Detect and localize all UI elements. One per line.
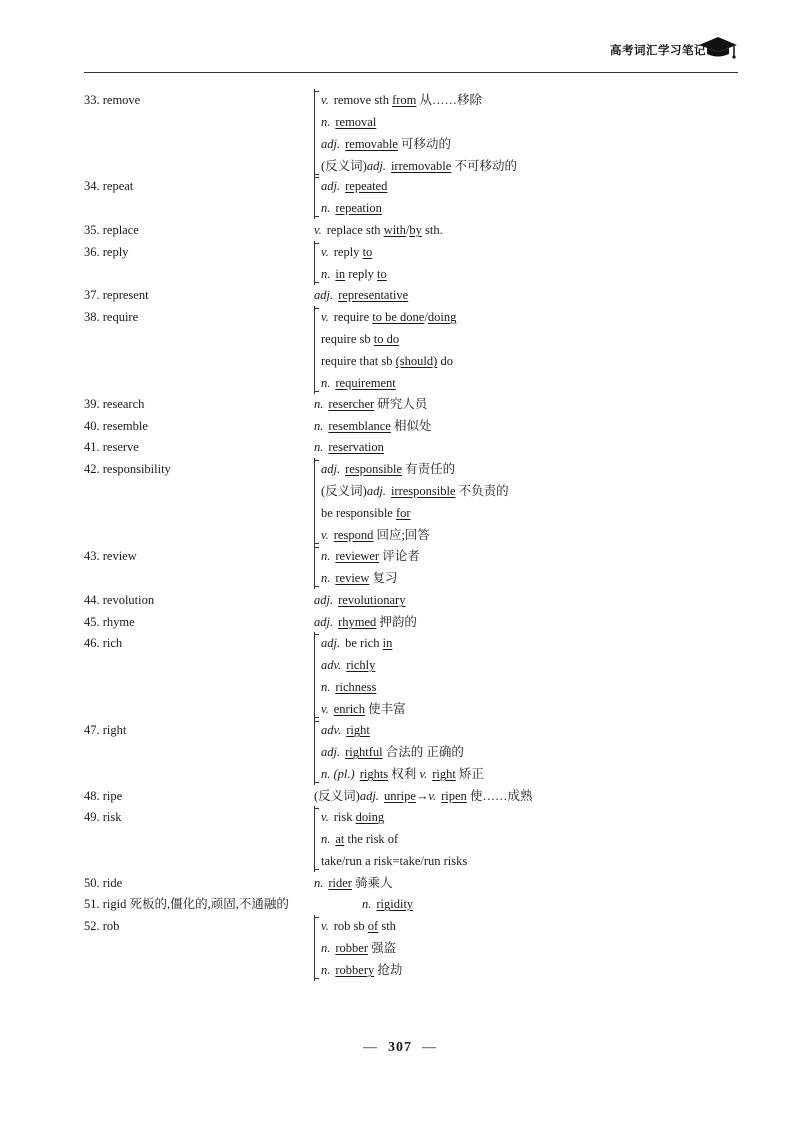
definitions [314, 632, 406, 720]
definition-text: sth. [421, 223, 443, 237]
headword: 52. rob [84, 919, 120, 933]
underlined-term: rightful [345, 745, 383, 759]
definition-line [321, 567, 420, 589]
definitions [314, 89, 517, 177]
definition-line [321, 175, 387, 197]
headword: 45. rhyme [84, 615, 135, 629]
part-of-speech: v. [428, 789, 437, 803]
headword: 37. represent [84, 288, 149, 302]
underlined-term: removal [335, 115, 377, 129]
definitions [314, 241, 387, 285]
definition-text: rob sb [333, 919, 368, 933]
underlined-term: right [432, 767, 456, 781]
definition-text: 研究人员 [374, 397, 428, 411]
part-of-speech: adj. [321, 636, 341, 650]
part-of-speech: n. [314, 440, 324, 454]
underlined-term: resemblance [328, 419, 391, 433]
definition-text: / [424, 310, 428, 324]
definition-line [321, 263, 387, 285]
part-of-speech: n. [314, 397, 324, 411]
underlined-term: in [335, 267, 346, 281]
definition-text: be responsible [321, 506, 396, 520]
part-of-speech: n. [321, 941, 331, 955]
definition-text: do [437, 354, 453, 368]
part-of-speech: v. [321, 919, 329, 933]
part-of-speech: v. [419, 767, 428, 781]
underlined-term: to do [373, 332, 400, 346]
definition-text: remove sth [333, 93, 393, 107]
underlined-term: revolutionary [338, 593, 406, 607]
underlined-term: of [367, 919, 379, 933]
definition-line [321, 133, 517, 155]
definition-text: 使……成熟 [466, 789, 533, 803]
part-of-speech: n. [321, 963, 331, 977]
underlined-term: respond [333, 528, 374, 542]
underlined-term: from [392, 93, 417, 107]
definition-text: 有责任的 [402, 462, 456, 476]
definition-text: 评论者 [379, 549, 420, 563]
part-of-speech: n. (pl.) [321, 767, 355, 781]
underlined-term: representative [338, 288, 409, 302]
definition-line [321, 959, 402, 981]
definitions [314, 306, 456, 394]
definition-line [321, 502, 509, 524]
definitions [314, 415, 431, 437]
part-of-speech: adj. [366, 159, 386, 173]
part-of-speech: v. [321, 810, 329, 824]
underlined-term: at [335, 832, 345, 846]
definition-text: reply [333, 245, 363, 259]
part-of-speech: n. [314, 419, 324, 433]
headword: 33. remove [84, 93, 141, 107]
part-of-speech: n. [321, 832, 331, 846]
part-of-speech: v. [321, 528, 329, 542]
underlined-term: resercher [328, 397, 375, 411]
definitions [314, 436, 384, 458]
underlined-term: review [335, 571, 370, 585]
headword: 36. reply [84, 245, 129, 259]
definition-line [314, 219, 443, 241]
part-of-speech: adj. [359, 789, 379, 803]
part-of-speech: v. [321, 310, 329, 324]
headword: 39. research [84, 397, 145, 411]
definition-line [321, 741, 484, 763]
underlined-term: with [383, 223, 406, 237]
underlined-term: unripe [383, 789, 416, 803]
definition-text: replace sth [326, 223, 384, 237]
definition-text: 从……移除 [416, 93, 483, 107]
headword: 47. right [84, 723, 127, 737]
underlined-term: right [346, 723, 370, 737]
headword: 41. reserve [84, 440, 139, 454]
page-number-value: 307 [388, 1040, 412, 1055]
definition-text: 矫正 [455, 767, 484, 781]
underlined-term: responsible [345, 462, 403, 476]
underlined-term: reservation [328, 440, 384, 454]
part-of-speech: n. [314, 876, 324, 890]
definition-line [321, 654, 406, 676]
definition-text: 骑乘人 [351, 876, 393, 890]
underlined-term: to be done [372, 310, 425, 324]
underlined-term: in [382, 636, 393, 650]
underlined-term: doing [427, 310, 457, 324]
part-of-speech: v. [314, 223, 322, 237]
header-rule [84, 72, 738, 73]
definition-line [321, 458, 509, 480]
headword: 38. require [84, 310, 139, 324]
definitions [314, 545, 420, 589]
part-of-speech: v. [321, 93, 329, 107]
definition-line [314, 589, 405, 611]
underlined-term: repeated [345, 179, 388, 193]
definition-line [321, 676, 406, 698]
part-of-speech: n. [321, 571, 331, 585]
definition-text: 押韵的 [376, 615, 417, 629]
definitions [314, 611, 417, 633]
graduation-cap-icon [698, 34, 738, 60]
definition-line [314, 393, 427, 415]
definition-text: the risk of [344, 832, 399, 846]
headword: 42. responsibility [84, 462, 171, 476]
underlined-term: rhymed [338, 615, 377, 629]
underlined-term: requirement [335, 376, 396, 390]
underlined-term: enrich [333, 702, 365, 716]
definitions [314, 719, 484, 785]
underlined-term: robbery [335, 963, 375, 977]
definition-line [321, 828, 467, 850]
header-title: 高考词汇学习笔记 [610, 43, 706, 57]
part-of-speech: n. [321, 376, 331, 390]
underlined-term: ripen [441, 789, 467, 803]
definition-text: risk [333, 810, 356, 824]
headword: 46. rich [84, 636, 123, 650]
headword: 35. replace [84, 223, 139, 237]
definition-text: 强盗 [368, 941, 397, 955]
definition-line [321, 89, 517, 111]
definition-line [321, 937, 402, 959]
definition-line [314, 284, 408, 306]
definitions [314, 915, 402, 981]
definition-line [321, 698, 406, 720]
definition-line [321, 915, 402, 937]
definition-line [321, 763, 484, 785]
part-of-speech: adj. [366, 484, 386, 498]
definition-line [321, 197, 387, 219]
headword: 51. rigid 死板的,僵化的,顽固,不通融的 [84, 897, 289, 911]
part-of-speech: adv. [321, 658, 342, 672]
part-of-speech: adj. [314, 288, 334, 302]
definition-text: require sb [321, 332, 374, 346]
definition-line [321, 350, 456, 372]
definition-line [321, 111, 517, 133]
part-of-speech: adj. [321, 179, 341, 193]
headword: 43. review [84, 549, 137, 563]
definitions [314, 219, 443, 241]
definitions [314, 872, 393, 894]
definition-text: 可移动的 [397, 137, 452, 151]
definitions [314, 785, 532, 807]
definition-line [321, 306, 456, 328]
definitions [314, 393, 427, 415]
definition-line [321, 524, 509, 546]
definition-line [314, 611, 417, 633]
underlined-term: for [395, 506, 411, 520]
definition-text: (反义词) [314, 789, 360, 803]
underlined-term: robber [335, 941, 368, 955]
definition-line [321, 719, 484, 741]
underlined-term: richness [335, 680, 377, 694]
headword: 40. resemble [84, 419, 148, 433]
definition-text: 合法的 正确的 [382, 745, 464, 759]
definition-text: require that sb [321, 354, 396, 368]
definition-line [321, 850, 467, 872]
definition-text: / [405, 223, 410, 237]
definition-text: take/run a risk=take/run risks [321, 854, 468, 868]
definition-text: be rich [345, 636, 383, 650]
underlined-term: rigidity [376, 897, 414, 911]
definition-line [314, 785, 532, 807]
definition-line [314, 415, 431, 437]
underlined-term: (should) [395, 354, 438, 368]
part-of-speech: adj. [321, 745, 341, 759]
underlined-term: irremovable [390, 159, 452, 173]
definition-text: 抢劫 [374, 963, 403, 977]
definitions [362, 893, 413, 915]
headword: 50. ride [84, 876, 123, 890]
part-of-speech: n. [321, 201, 331, 215]
part-of-speech: n. [321, 115, 331, 129]
headword: 34. repeat [84, 179, 134, 193]
definition-text: (反义词) [321, 484, 367, 498]
page-number: — 307 — [363, 1040, 437, 1055]
definition-line [314, 436, 384, 458]
underlined-term: by [409, 223, 422, 237]
definition-line [321, 632, 406, 654]
underlined-term: to [362, 245, 373, 259]
definition-line [314, 872, 393, 894]
definitions [314, 589, 405, 611]
definition-line [321, 241, 387, 263]
underlined-term: removable [345, 137, 398, 151]
definition-line [321, 155, 517, 177]
definition-text: 使丰富 [364, 702, 406, 716]
part-of-speech: v. [321, 702, 329, 716]
underlined-term: irresponsible [390, 484, 456, 498]
definition-text: 权利 [388, 767, 420, 781]
definition-line [321, 328, 456, 350]
underlined-term: rider [328, 876, 352, 890]
definition-text: 回应;回答 [373, 528, 430, 542]
definitions [314, 458, 509, 546]
underlined-term: richly [346, 658, 376, 672]
part-of-speech: n. [321, 680, 331, 694]
definition-text: reply [345, 267, 378, 281]
definitions [314, 806, 467, 872]
definition-line [321, 545, 420, 567]
definition-text: 相似处 [390, 419, 432, 433]
definition-line [321, 372, 456, 394]
part-of-speech: adv. [321, 723, 342, 737]
definition-line [321, 480, 509, 502]
underlined-term: rights [359, 767, 389, 781]
headword: 48. ripe [84, 789, 123, 803]
definition-line [321, 806, 467, 828]
definition-text: → [415, 789, 429, 803]
part-of-speech: n. [362, 897, 372, 911]
definitions [314, 175, 387, 219]
underlined-term: repeation [335, 201, 382, 215]
part-of-speech: n. [321, 549, 331, 563]
underlined-term: doing [355, 810, 385, 824]
definition-line [362, 893, 413, 915]
part-of-speech: adj. [314, 593, 334, 607]
definition-text: require [333, 310, 373, 324]
definition-text: (反义词) [321, 159, 367, 173]
headword: 49. risk [84, 810, 122, 824]
part-of-speech: adj. [321, 462, 341, 476]
part-of-speech: adj. [321, 137, 341, 151]
part-of-speech: v. [321, 245, 329, 259]
definition-text: sth [378, 919, 396, 933]
definition-text: 不负责的 [455, 484, 509, 498]
part-of-speech: adj. [314, 615, 334, 629]
definition-text: 复习 [369, 571, 398, 585]
part-of-speech: n. [321, 267, 331, 281]
definitions [314, 284, 408, 306]
underlined-term: to [377, 267, 387, 281]
definition-text: 不可移动的 [451, 159, 517, 173]
headword: 44. revolution [84, 593, 155, 607]
underlined-term: reviewer [335, 549, 380, 563]
